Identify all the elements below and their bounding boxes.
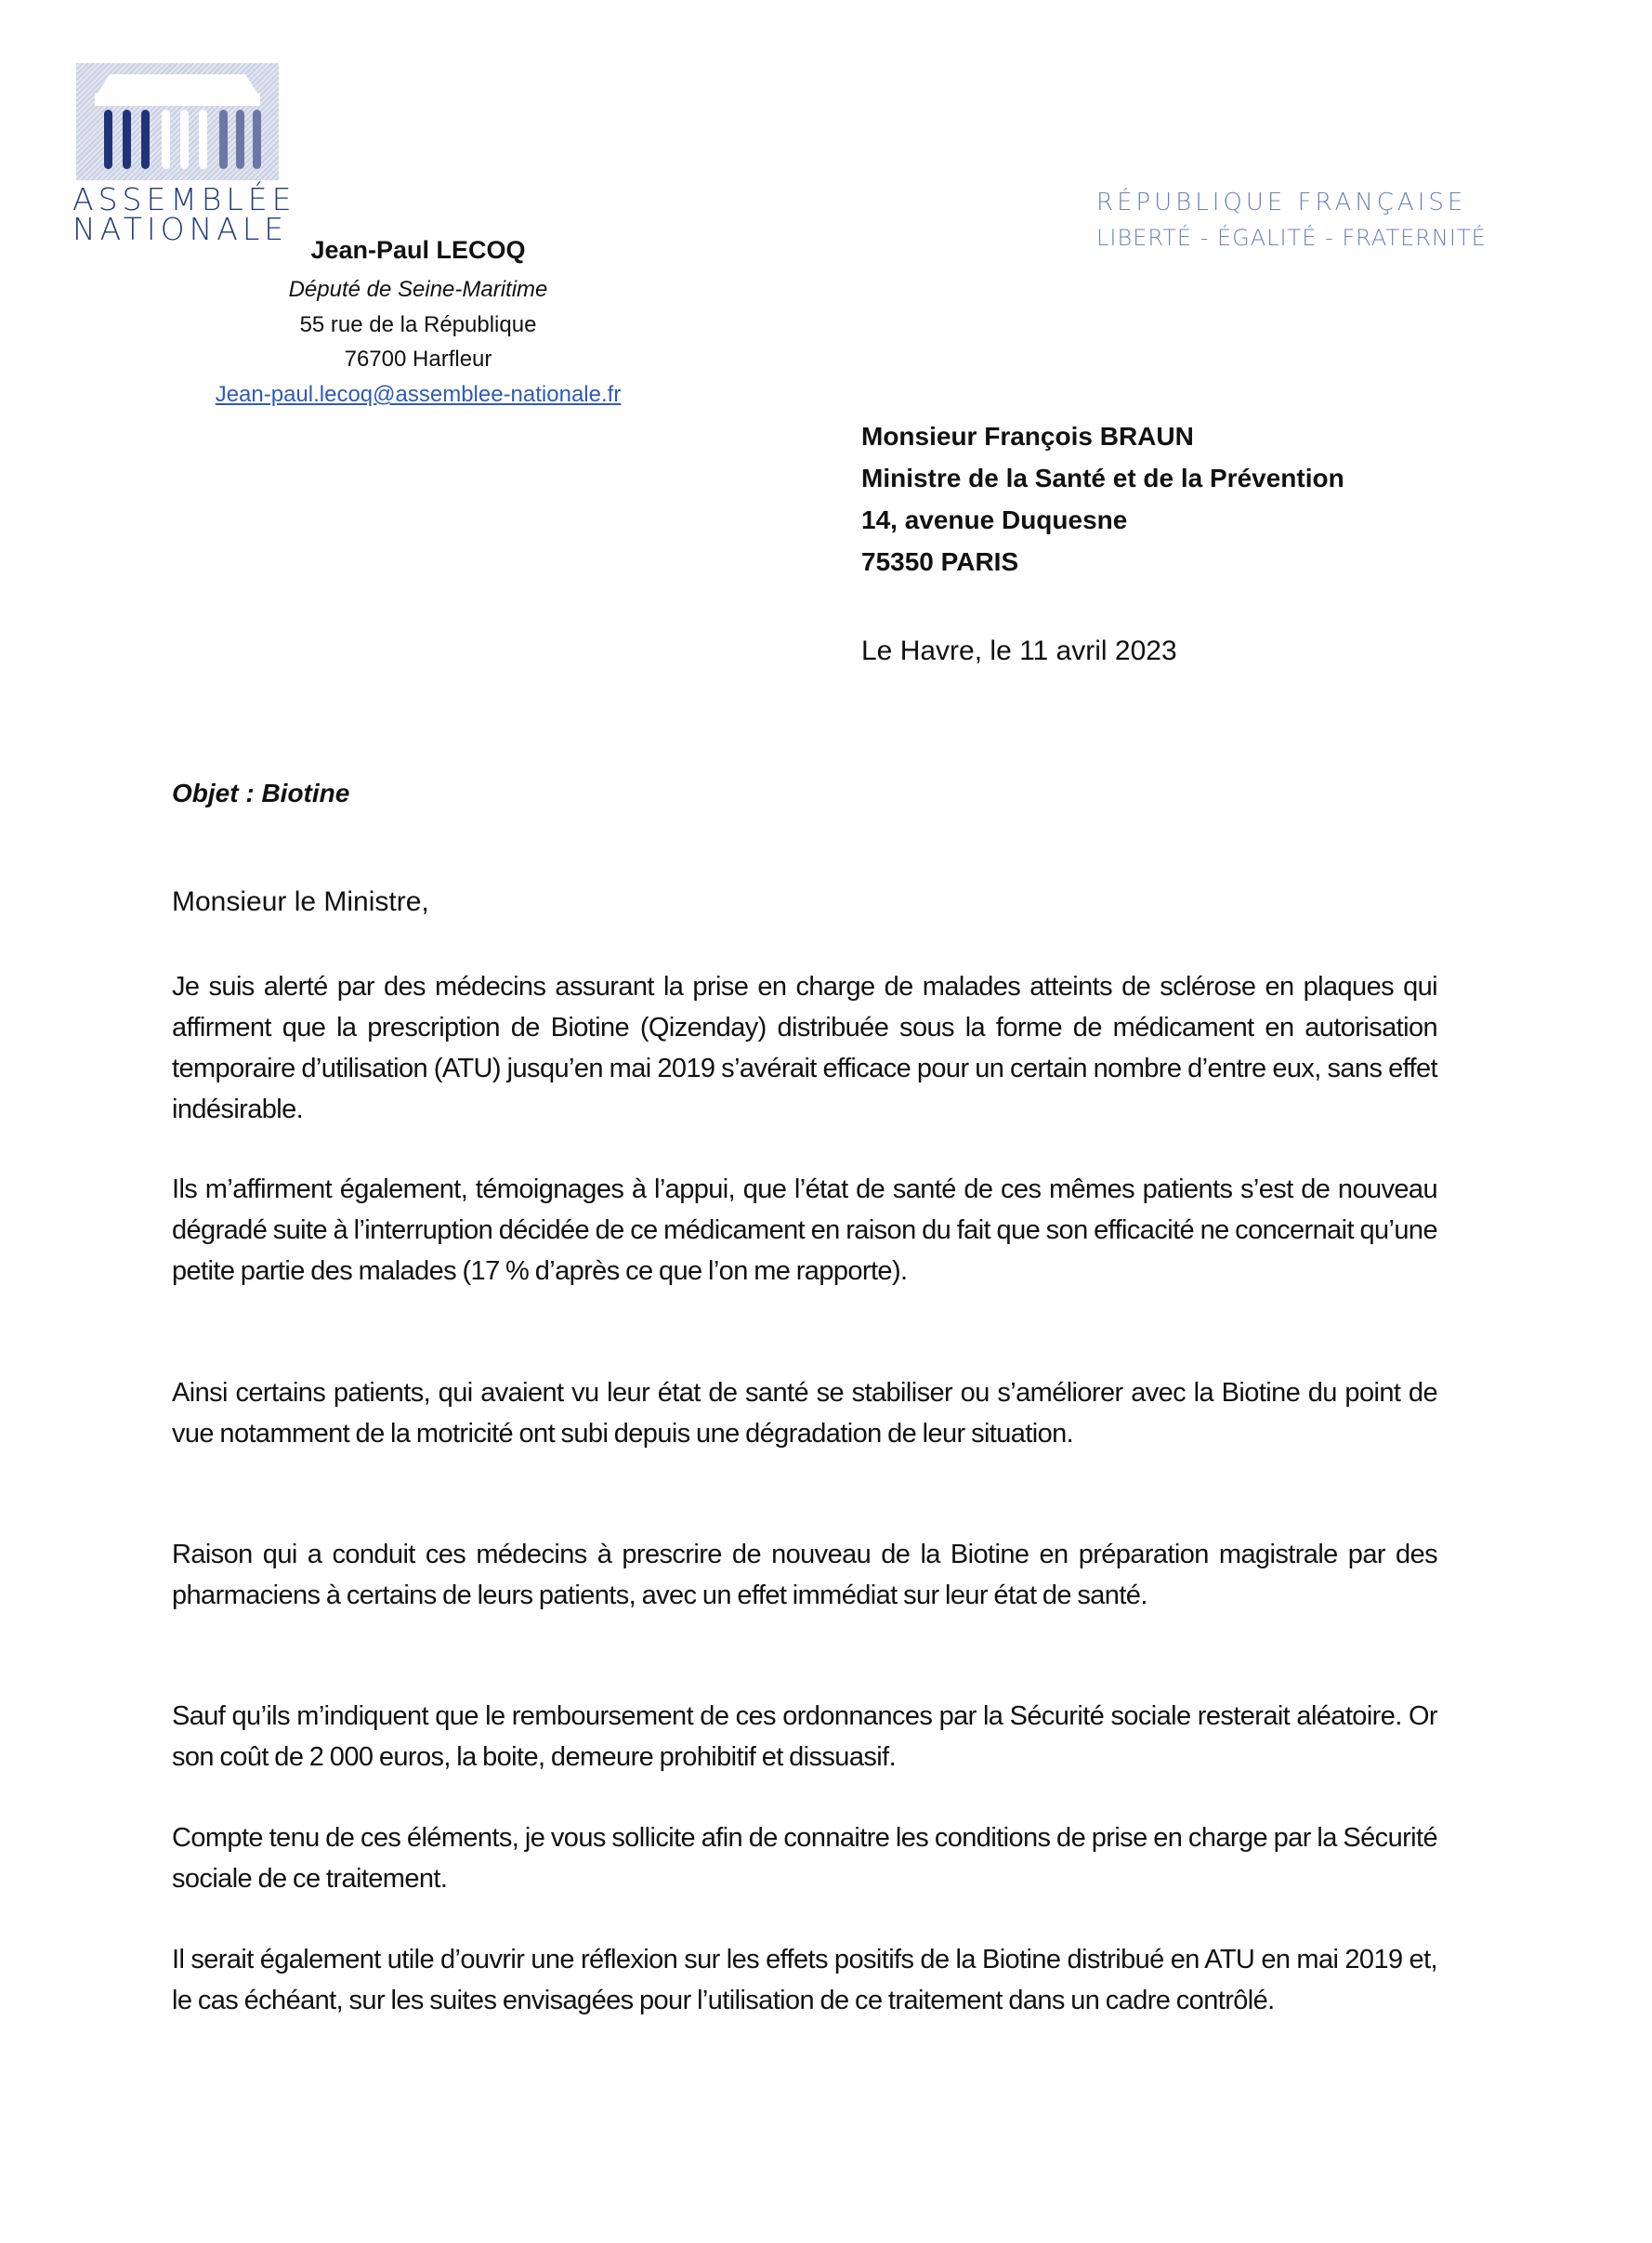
sender-name: Jean-Paul LECOQ xyxy=(310,236,526,264)
paragraph: Ils m’affirment également, témoignages à l’appui, que l’état de santé de ces mêmes patients s’est de nouveau dégradé suite à l’interruption décidée de ce médicament en raison du fait que son efficacité ne concernait qu’une petite partie des malades (17 % d’après ce que l’on me rapporte). xyxy=(172,1174,1437,1286)
column-icon xyxy=(141,110,150,169)
recipient-city: 75350 PARIS xyxy=(861,547,1019,576)
architrave-shape xyxy=(95,93,260,106)
column-icon xyxy=(199,110,207,169)
salutation: Monsieur le Ministre, xyxy=(172,886,429,917)
republique-motto: LIBERTÉ - ÉGALITÉ - FRATERNITÉ xyxy=(1096,225,1487,251)
letter-date: Le Havre, le 11 avril 2023 xyxy=(861,636,1177,666)
recipient-name: Monsieur François BRAUN xyxy=(861,422,1194,451)
assemblee-nationale-logo xyxy=(76,63,279,180)
republique-francaise: RÉPUBLIQUE FRANÇAISE xyxy=(1096,189,1467,216)
paragraph: Ainsi certains patients, qui avaient vu leur état de santé se stabiliser ou s’améliorer avec la Biotine du point de vue notamment de la motricité ont subi depuis une dégradation de leur situation. xyxy=(172,1378,1437,1449)
pediment-shape xyxy=(97,74,258,95)
recipient-street: 14, avenue Duquesne xyxy=(861,505,1128,534)
paragraph: Sauf qu’ils m’indiquent que le remboursement de ces ordonnances par la Sécurité sociale resterait aléatoire. Or son coût de 2 000 euros, la boite, demeure prohibitif et dissuasif. xyxy=(172,1701,1437,1772)
sender-street: 55 rue de la République xyxy=(299,312,537,337)
paragraph: Il serait également utile d’ouvrir une réflexion sur les effets positifs de la Biotine distribué en ATU en mai 2019 et, le cas échéant, sur les suites envisagées pour l’utilisation de ce traitement dans un cadre contrôlé. xyxy=(172,1945,1437,2015)
recipient-title: Ministre de la Santé et de la Prévention xyxy=(861,464,1344,492)
column-icon xyxy=(219,110,228,169)
column-icon xyxy=(123,110,131,169)
column-icon xyxy=(236,110,244,169)
paragraph: Je suis alerté par des médecins assurant la prise en charge de malades atteints de sclérose en plaques qui affirment que la prescription de Biotine (Qizenday) distribuée sous la forme de médicament en autorisation temporaire d’utilisation (ATU) jusqu’en mai 2019 s’avérait efficace pour un certain nombre d’entre eux, sans effet indésirable. xyxy=(172,972,1437,1124)
column-icon xyxy=(180,110,189,169)
paragraph: Raison qui a conduit ces médecins à prescrire de nouveau de la Biotine en préparation magistrale par des pharmaciens à certains de leurs patients, avec un effet immédiat sur leur état de santé. xyxy=(172,1540,1437,1610)
sender-role: Député de Seine-Maritime xyxy=(288,277,548,302)
letter-object: Objet : Biotine xyxy=(172,779,350,807)
column-icon xyxy=(162,110,170,169)
sender-email-link[interactable]: Jean-paul.lecoq@assemblee-nationale.fr xyxy=(215,382,622,407)
paragraph: Compte tenu de ces éléments, je vous sollicite afin de connaitre les conditions de prise en charge par la Sécurité sociale de ce traitement. xyxy=(172,1823,1437,1894)
column-icon xyxy=(253,110,261,169)
logo-text-assemblee: ASSEMBLÉE xyxy=(72,181,296,217)
logo-text-nationale: NATIONALE xyxy=(72,211,289,247)
sender-city: 76700 Harfleur xyxy=(344,347,492,372)
column-icon xyxy=(104,110,112,169)
